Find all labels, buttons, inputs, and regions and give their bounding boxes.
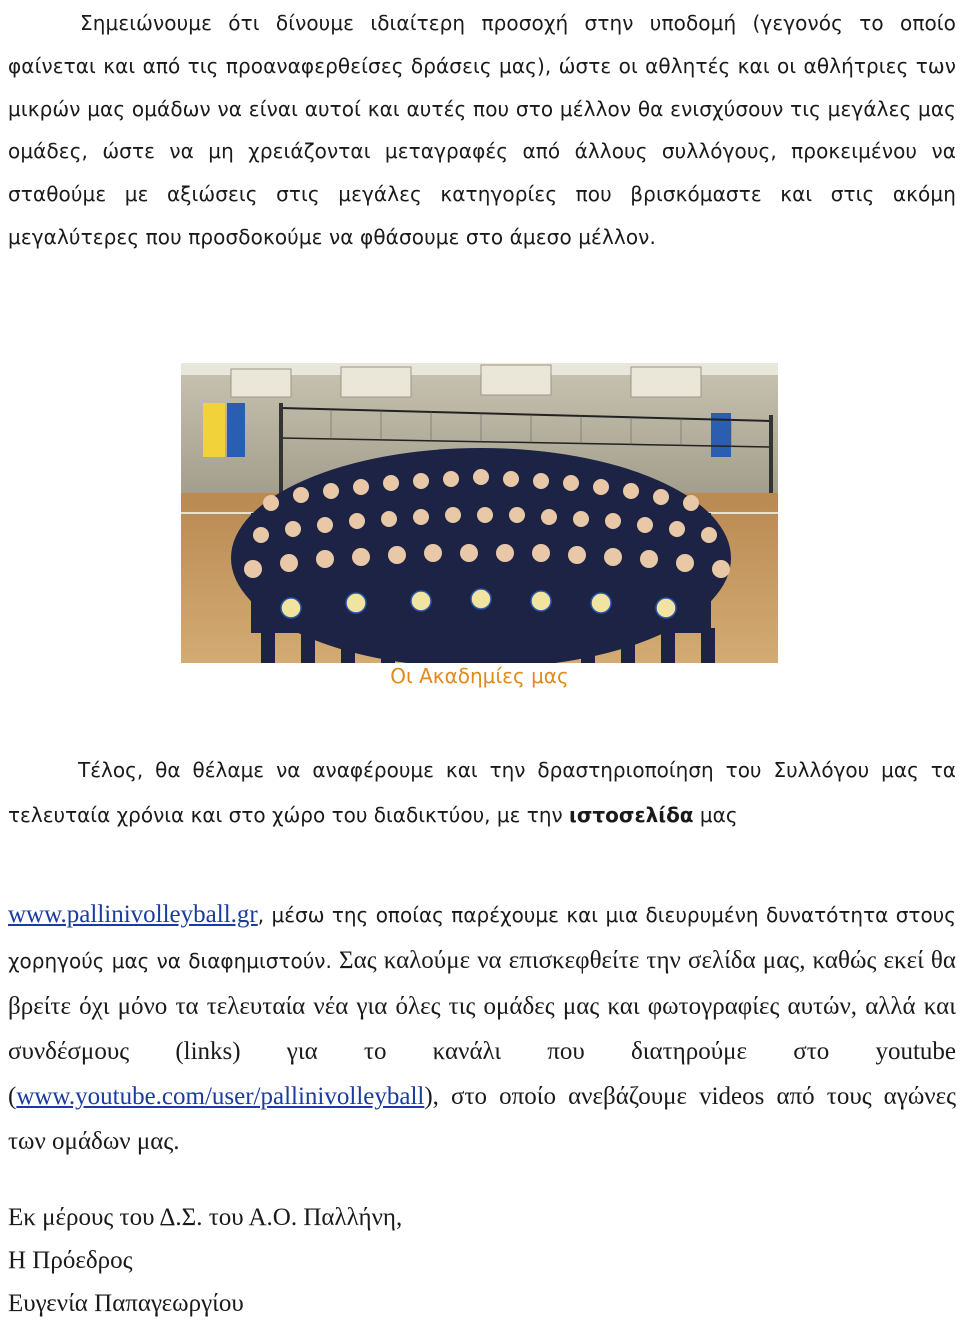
signature-line-3: Ευγενία Παπαγεωργίου	[8, 1290, 244, 1317]
photo-caption: Οι Ακαδημίες μας	[390, 664, 569, 688]
intro-paragraph	[8, 2, 956, 259]
website-paragraph-text-2: μας	[693, 802, 738, 827]
website-paragraph-text-3: , μέσω της οποίας παρέχουμε και μια διευρυμένη δυνατότητα στους χορηγούς μας να διαφημιστούν.	[8, 903, 956, 973]
signature-line-2: Η Πρόεδρος	[8, 1247, 133, 1274]
signature-line-1: Εκ μέρους του Δ.Σ. του Α.Ο. Παλλήνη,	[8, 1204, 403, 1231]
signature-block	[8, 1196, 908, 1325]
team-photo	[181, 363, 778, 690]
intro-paragraph-text: Σημειώνουμε ότι δίνουμε ιδιαίτερη προσοχή στην υποδομή (γεγονός το οποίο φαίνεται και από τις προαναφερθείσες δράσεις μας), ώστε οι αθλητές και οι αθλήτριες των μικρών μας ομάδων να είναι αυτοί και αυτές που στο μέλλον θα ενισχύσουν τις μεγάλες μας ομάδες, ώστε να μη χρειάζονται μεταγραφές από άλλους συλλόγους, προκειμένου να σταθούμε με αξιώσεις στις μεγάλες κατηγορίες που βρισκόμαστε και στις ακόμη μεγαλύτερες που προσδοκούμε να φθάσουμε στο άμεσο μέλλον.	[8, 11, 956, 249]
invitation-text-2: ), στο οποίο ανεβάζουμε videos από τους αγώνες των ομάδων μας.	[8, 1083, 956, 1155]
website-link[interactable]: www.pallinivolleyball.gr	[8, 901, 258, 928]
youtube-link[interactable]: www.youtube.com/user/pallinivolleyball	[16, 1083, 425, 1110]
website-paragraph-bold: ιστοσελίδα	[569, 802, 694, 827]
invitation-text-1: Σας καλούμε να επισκεφθείτε την σελίδα μας, καθώς εκεί θα βρείτε όχι μόνο τα τελευταία νέα για όλες τις ομάδες μας και φωτογραφίες αυτών, αλλά και συνδέσμους (links) για το κανάλι που διατηρούμε στο youtube (	[8, 947, 956, 1110]
website-paragraph-text-1: Τέλος, θα θέλαμε να αναφέρουμε και την δραστηριοποίηση του Συλλόγου μας τα τελευταία χρόνια και στο χώρο του διαδικτύου, με την	[8, 758, 956, 827]
team-photo-image	[181, 363, 778, 690]
invitation-paragraph	[8, 892, 956, 1164]
website-paragraph	[8, 748, 956, 837]
